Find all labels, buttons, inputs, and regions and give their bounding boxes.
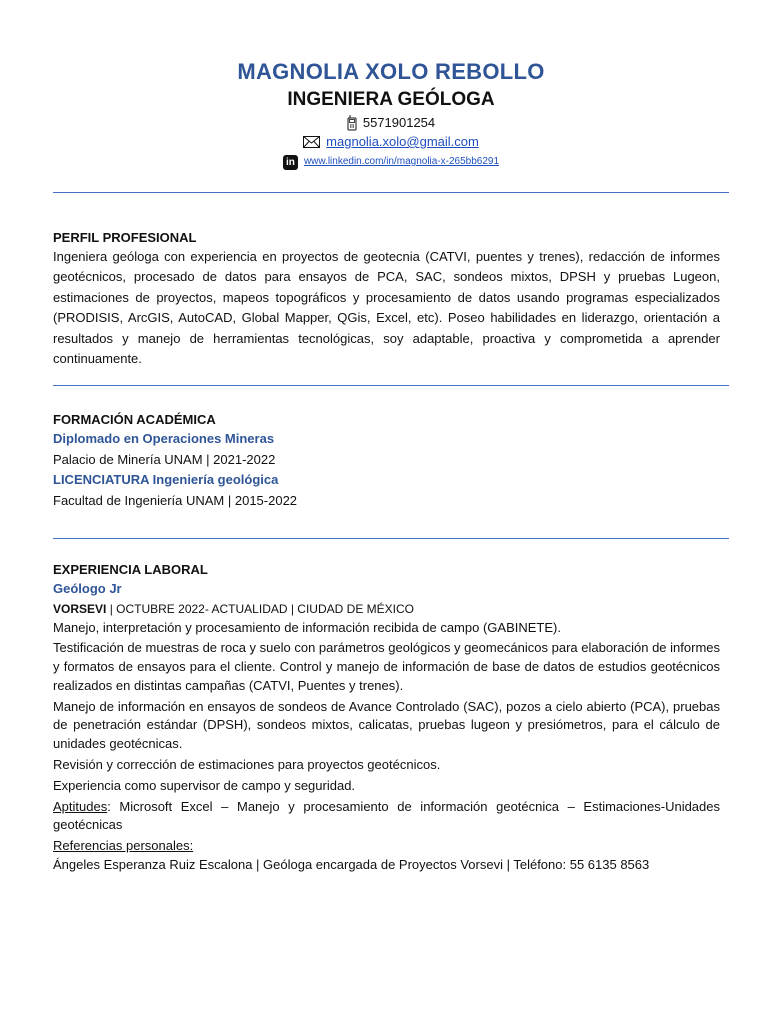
profile-section xyxy=(53,229,720,369)
section-title-profile: PERFIL PROFESIONAL xyxy=(53,230,197,245)
section-title-education: FORMACIÓN ACADÉMICA xyxy=(53,412,216,427)
divider xyxy=(53,538,729,539)
phone-number: 5571901254 xyxy=(362,115,436,130)
email-link[interactable]: magnolia.xolo@gmail.com xyxy=(326,134,479,149)
references-text: Ángeles Esperanza Ruiz Escalona | Geóloga encargada de Proyectos Vorsevi | Teléfono: 55 6135 8563 xyxy=(53,857,650,873)
degree-detail: Palacio de Minería UNAM | 2021-2022 xyxy=(53,451,276,467)
skills-text: : Microsoft Excel – Manejo y procesamiento de información geotécnica – Estimaciones-Unidades geotécnicas xyxy=(53,798,720,833)
linkedin-row xyxy=(53,151,729,173)
job-duty: Testificación de muestras de roca y suelo con parámetros geológicos y geomecánicos para elaboración de informes y formatos de ensayos para el cliente. Control y manejo de información de base de datos de estudios geotécnicos realizados en distintas campañas (CATVI, Puentes y trenes). xyxy=(53,640,720,693)
linkedin-icon: in xyxy=(283,155,298,170)
degree-title: Diplomado en Operaciones Mineras xyxy=(53,431,275,446)
candidate-name: MAGNOLIA XOLO REBOLLO xyxy=(237,59,545,84)
references-label: Referencias personales xyxy=(53,838,190,854)
phone-icon xyxy=(347,115,357,131)
envelope-icon xyxy=(303,136,320,148)
resume-header xyxy=(53,0,729,173)
divider xyxy=(53,385,729,386)
skills-label: Aptitudes xyxy=(53,798,108,814)
section-title-experience: EXPERIENCIA LABORAL xyxy=(53,562,208,577)
education-section xyxy=(53,411,720,511)
job-duty: Manejo, interpretación y procesamiento de información recibida de campo (GABINETE). xyxy=(53,619,561,635)
candidate-title: INGENIERA GEÓLOGA xyxy=(287,89,495,110)
job-duty: Revisión y corrección de estimaciones para proyectos geotécnicos. xyxy=(53,757,441,773)
phone-row xyxy=(53,113,729,132)
job-meta xyxy=(53,600,720,619)
job-company: VORSEVI xyxy=(53,601,107,616)
skills-line xyxy=(53,798,720,836)
divider xyxy=(53,192,729,193)
job-duty: Manejo de información en ensayos de sondeos de Avance Controlado (SAC), pozos a cielo abierto (PCA), pruebas de penetración estándar (DPSH), sondeos mixtos, calicatas, pruebas lugeon y presiómetros, para el cálculo de unidades geotécnicas. xyxy=(53,698,720,752)
job-period: | OCTUBRE 2022- ACTUALIDAD | CIUDAD DE MÉXICO xyxy=(106,601,414,616)
profile-text: Ingeniera geóloga con experiencia en proyectos de geotecnia (CATVI, puentes y trenes), redacción de informes geotécnicos, procesado de datos para ensayos de PCA, SAC, sondeos mixtos, DPSH y pruebas Lugeon, estimaciones de proyectos, mapeos topográficos y procesamiento de datos usando programas especializados (PRODISIS, ArcGIS, AutoCAD, Global Mapper, QGis, Excel, etc). Poseo habilidades en liderazgo, orientación a resultados y manejo de herramientas tecnológicas, soy adaptable, proactiva y comprometida a aprender continuamente. xyxy=(53,249,720,367)
job-role: Geólogo Jr xyxy=(53,581,122,596)
degree-title: LICENCIATURA Ingeniería geológica xyxy=(53,472,279,487)
job-duty: Experiencia como supervisor de campo y seguridad. xyxy=(53,777,356,793)
email-row xyxy=(53,132,729,151)
references-colon: : xyxy=(189,838,194,854)
experience-section xyxy=(53,561,720,877)
linkedin-link[interactable]: www.linkedin.com/in/magnolia-x-265bb6291 xyxy=(303,156,500,167)
references-label-line xyxy=(53,837,720,856)
degree-detail: Facultad de Ingeniería UNAM | 2015-2022 xyxy=(53,492,298,508)
